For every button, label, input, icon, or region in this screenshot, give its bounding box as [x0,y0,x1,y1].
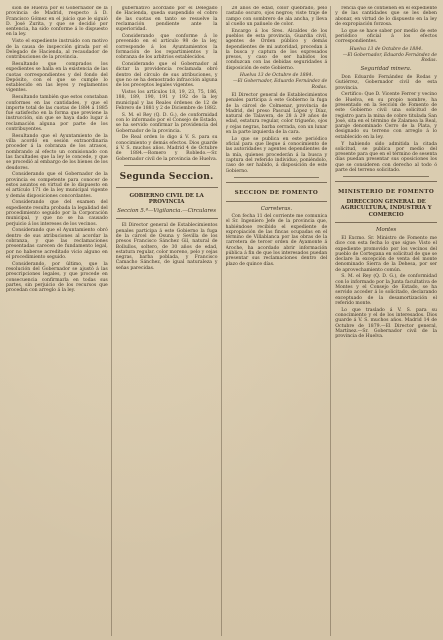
paragraph: Considerando que el Gobernador al dictar la providencia reclamada obró dentro del círculo de sus atribuciones, y que no se ha demostrado infracción alguna de los preceptos legales vigentes. [115,61,218,89]
paragraph: Considerando, por último, que la resolución del Gobernador se ajustó á las prescripciones legales, y que procede en consecuencia confirmarla en todas sus partes, sin perjuicio de los recursos que procedan con arreglo á la ley. [6,261,108,294]
paragraph: Considerando que el Ayuntamiento obró dentro de sus atribuciones al acordar la cobranza, y que las reclamaciones presentadas carecen de fundamento legal, por no haberse acreditado vicio alguno en el procedimiento seguido. [6,228,108,260]
divider-rule [124,165,210,166]
column-2 [116,6,222,636]
paragraph: S. M. el Rey (Q. D. G.), de conformidad con lo informado por la Junta facultativa de Montes y el Consejo de Estado, se ha servido acceder á lo solicitado, declarando exceptuado de la desamortización el referido monte. [335,274,437,306]
subsection-heading: Carreteras. [260,205,293,212]
section-heading: SECCION DE FOMENTO [234,189,319,196]
paragraph: sión de Huelva por el Gobernador de la provincia de Madrid, respecto á D. Francisco Gómez en el juicio que le siguió D. José Zurita, y que se decidió por sentencia, ha sido conforme á lo dispuesto en la ley. [6,6,108,38]
column-3 [226,6,332,636]
paragraph: Considerando que conforme á lo prevenido en el artículo 98 de la ley, corresponde á los Ayuntamientos la formación de los repartimientos y la cobranza de los arbitrios establecidos. [115,33,218,61]
column-1 [6,6,112,636]
section-subheading-2: Seccion 5.ª—Vigilancia.—Circulares [117,207,216,214]
paragraph: 28 años de edad, color quebrado, pelo castaño oscuro, ojos negros; viste traje de campo con sombrero de ala ancha, y lleva al cuello un pañuelo de color. [225,6,328,27]
paragraph: Resultando que comprados los expedientes se halla en la existencia de las cuotas correspondientes y del fondo del Depósito, con el que se cumple lo establecido en las leyes y reglamentos vigentes. [6,61,108,94]
dateline: Huelva 13 de Octubre de 1884. [239,73,313,79]
paragraph: Vistos los artículos 18, 19, 23, 75, 186, 188, 189, 190, 191 y 192 de la ley municipal y las Reales órdenes de 12 de Febrero de 1881 y 2 de Diciembre de 1882. [115,89,218,111]
section-heading: MINISTERIO DE FOMENTO [338,189,435,196]
paragraph: rencia que se contienen en el expediente y de las cantidades que se les deben abonar, en virtud de lo dispuesto en la ley de expropiación forzosa. [335,6,437,27]
paragraph: De Real orden lo digo á V. S. para su conocimiento y demás efectos. Dios guarde á V. S. muchos años. Madrid 4 de Octubre de 1884.—Romero y Robledo.—Sr. Gobernador civil de la provincia de Huelva. [115,135,218,162]
column-4 [335,6,437,636]
paragraph: Considerando que el Gobernador de la provincia es competente para conocer de estos asuntos en virtud de lo dispuesto en el artículo 171 de la ley municipal vigente y demás disposiciones concordantes. [6,172,108,199]
paragraph: Resultando que el Ayuntamiento de la villa acordó en sesión extraordinaria proceder á la cobranza de los atrasos, nombrando al efecto un comisionado con las facultades que la ley le concede, y que se procedió al embargo de los bienes de los deudores. [6,133,108,171]
section-box [335,181,437,223]
section-box [226,182,328,202]
section-heading: Segunda Seccion. [119,171,214,182]
paragraph: S. M. el Rey (Q. D. G.), de conformidad con lo informado por el Consejo de Estado, se ha servido confirmar la providencia del Gobernador de la provincia. [115,112,218,134]
subsection-heading: Seguridad minera. [360,66,412,73]
signature-line: —El Gobernador, Eduardo Fernández de Rodas. [233,79,328,90]
paragraph: Y habiendo sido admitida la citada solicitud, se publica por medio del presente para que en el término de sesenta días puedan presentar sus oposiciones los que se consideren con derecho al todo ó parte del terreno solicitado. [335,141,437,174]
paragraph: Lo que se hace saber por medio de este periódico oficial á los efectos correspondientes. [335,28,437,45]
paragraph: Certifico: Que D. Vicente Ferrer y vecino de Huelva, en su propio nombre, ha presentado en la Sección de Fomento de este Gobierno civil una solicitud de registro para la mina de cobre titulada San José, sita en el término de Zalamea la Real, paraje denominado Cerro de la Plata, y designado su terreno con arreglo á lo establecido en la ley. [335,92,437,140]
section-subheading: GOBIERNO CIVIL DE LA PROVINCIA [129,192,204,206]
paragraph: Considerando que del examen del expediente resulta probada la legalidad del procedimiento seguido por la Corporación municipal, y que no se ha causado perjuicio á los intereses de los vecinos. [6,200,108,227]
paragraph: Visto el expediente instruido con motivo de la causa de inspección girada por el Delegado de Hacienda, al recaudador de contribuciones de la provincia. [6,39,108,61]
paragraph: gubernativo acordado por el Delegado de Hacienda, queda suspendido el cobro de las cuotas en tanto se resuelve la reclamación pendiente ante la superioridad. [115,6,218,33]
divider-rule [234,177,320,178]
section-box [116,187,218,220]
paragraph: Lo que traslado á V. S. para su conocimiento y el de los interesados. Dios guarde á V. S. muchos años. Madrid 14 de Octubre de 1879.—El Director general, Martínez.—Sr. Gobernador civil de la provincia de Huelva. [335,307,437,340]
divider-rule [343,176,429,177]
paragraph: El Excmo. Sr. Ministro de Fomento me dice con esta fecha lo que sigue: Visto el expediente promovido por los vecinos del pueblo de Cortegana en solicitud de que se declare la excepción de venta del monte denominado Sierra de la Dehesa, por ser de aprovechamiento común. [335,235,437,273]
section-subheading: DIRECCION GENERAL DE AGRICULTURA, INDUSTRIA Y COMERCIO [340,198,432,218]
signature-line: —El Gobernador, Eduardo Fernández de Rodas. [342,52,437,64]
paragraph: El Director general de Establecimientos penales participa á este Gobierno la fuga de la cárcel de Osuna y Sevilla de los presos Francisco Sánchez Gil, natural de Bollullos, soltero, de 30 años de edad, estatura regular, color moreno, pelo y cejas negras, barba poblada, y Francisco Camacho Sánchez, de igual naturaleza y señas parecidas. [115,223,218,271]
paragraph: Encargo á los Sres. Alcaldes de los pueblos de esta provincia, Guardia civil, agentes de Orden público y demás dependientes de mi autoridad, procedan á la busca y captura de los expresados presos, y caso de ser habidos los conduzcan con las debidas seguridades á disposición de este Gobierno. [225,28,328,71]
paragraph: Con fecha 11 del corriente me comunica el Sr. Ingeniero Jefe de la provincia que, habiéndose recibido el expediente de expropiación de las fincas ocupadas en el término de Villablanca por las obras de la carretera de tercer orden de Ayamonte á Aroche, ha acordado abrir información pública á fin de que los interesados puedan presentar sus reclamaciones dentro del plazo de quince días. [225,214,328,267]
subsection-heading: Montes [375,227,397,234]
paragraph: Resultando también que estos constaban conformes en las cantidades, y que el importe total de las cuotas de 1884 á 1885 fué satisfecho en la forma que previene la instrucción, sin que se haya dado lugar á reclamación alguna por parte de los contribuyentes. [6,95,108,133]
paragraph: El Director general de Establecimientos penales participa á este Gobierno la fuga de la cárcel de Colmenar, provincia de Madrid, del preso Pascual López y Díaz, natural de Talavera, de 28 á 29 años de edad, estatura regular, color trigueño, ojos y cejas negras, barba cerrada, con un lunar en la parte izquierda de la cara. [225,92,328,136]
paragraph: Lo que se publica en este periódico oficial para que llegue á conocimiento de las autoridades y agentes dependientes de la mía, quienes procederán á la busca y captura del referido individuo, poniéndolo, caso de ser habido, á disposición de este Gobierno. [225,136,328,174]
paragraph: Don Eduardo Fernández de Rodas y Gutiérrez, Gobernador civil de esta provincia. [335,74,437,91]
dateline: Huelva 13 de Octubre de 1884. [349,46,423,52]
